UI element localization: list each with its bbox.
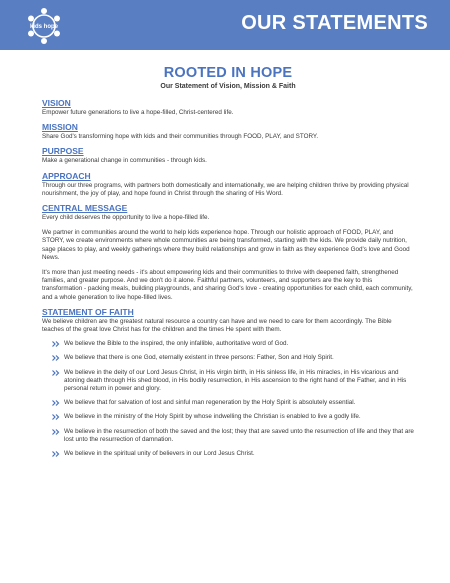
page-subtitle: Our Statement of Vision, Mission & Faith [160, 83, 296, 90]
belief-text: We believe that for salvation of lost and sinful man regeneration by the Holy Spirit is absolutely essential. [64, 399, 356, 407]
double-chevron-right-icon [52, 370, 60, 376]
belief-text: We believe in the deity of our Lord Jesus Christ, in His virgin birth, in His sinless life, in His miracles, in His vicarious and atoning death through His shed blood, in His bodily resurrection, in His ascension to the right hand of the Father, and in His personal return in power and glory. [64, 368, 407, 393]
mission-heading: MISSION [42, 122, 78, 133]
central-message-p3: It's more than just meeting needs - it's about empowering kids and their communities to thrive with deepened faith, strengthened families, and greater purpose. And we don't do it alone. Faithful partners, volunteers, and supporters are the key to this transformation - packing meals, building playgrounds, and sharing God's love - creating opportunities for each child, each community, and a whole generation to live hope-filled lives. [42, 269, 413, 301]
belief-list [42, 340, 414, 458]
kids-hope-logo [24, 6, 64, 46]
belief-item [52, 428, 414, 444]
central-message-p2: We partner in communities around the world to help kids experience hope. Through our holistic approach of FOOD, PLAY, and STORY, we create environments where whole communities are being transformed, starting with the kids. We provide daily nutrition, sage places to play, and weekly gatherings where they build relationships and grow in faith as they experience God's love and Good News. [42, 229, 410, 261]
double-chevron-right-icon [52, 400, 60, 406]
approach-heading: APPROACH [42, 170, 91, 181]
document-body [42, 65, 414, 464]
belief-text: We believe the Bible to the inspired, the only infallible, authoritative word of God. [64, 340, 289, 348]
belief-item [52, 413, 414, 421]
mission-section [42, 122, 414, 141]
faith-intro: We believe children are the greatest natural resource a country can have and we need to care for them accordingly. The Bible teaches of the great love Christ has for the children and the times He spent with them. [42, 317, 392, 334]
header-title: OUR STATEMENTS [241, 12, 428, 34]
vision-heading: VISION [42, 98, 71, 108]
logo-text: kids hope [29, 24, 59, 30]
belief-item [52, 369, 414, 394]
belief-item [52, 450, 414, 458]
vision-section [42, 98, 414, 117]
page-title: ROOTED IN HOPE [163, 65, 293, 81]
header-banner [0, 0, 450, 50]
purpose-heading: PURPOSE [42, 146, 84, 157]
central-message-p1: Every child deserves the opportunity to live a hope-filled life. [42, 214, 210, 222]
purpose-section [42, 146, 414, 165]
belief-item [52, 354, 414, 362]
faith-heading: STATEMENT OF FAITH [42, 306, 134, 317]
central-message-section [42, 203, 414, 302]
belief-item [52, 399, 414, 407]
faith-section [42, 307, 414, 458]
approach-section [42, 171, 414, 198]
approach-text: Through our three programs, with partners both domestically and internationally, we are helping children thrive by providing physical nourishment, the joy of play, and hope found in Christ through the sharing of His Word. [42, 181, 409, 197]
purpose-text: Make a generational change in communities - through kids. [42, 157, 207, 165]
double-chevron-right-icon [52, 429, 60, 435]
belief-item [52, 340, 414, 348]
double-chevron-right-icon [52, 341, 60, 347]
belief-text: We believe that there is one God, eternally existent in three persons: Father, Son and Holy Spirit. [64, 354, 334, 362]
double-chevron-right-icon [52, 355, 60, 361]
mission-text: Share God's transforming hope with kids and their communities through FOOD, PLAY, and STORY. [42, 133, 319, 141]
belief-text: We believe in the spiritual unity of believers in our Lord Jesus Christ. [64, 450, 255, 458]
double-chevron-right-icon [52, 451, 60, 457]
double-chevron-right-icon [52, 414, 60, 420]
belief-text: We believe in the resurrection of both the saved and the lost; they that are saved unto the resurrection of life and they that are lost unto the resurrection of damnation. [64, 427, 414, 443]
vision-text: Empower future generations to live a hope-filled, Christ-centered life. [42, 109, 234, 116]
central-message-heading: CENTRAL MESSAGE [42, 203, 128, 214]
belief-text: We believe in the ministry of the Holy Spirit by whose indwelling the Christian is enabled to live a godly life. [64, 413, 361, 421]
